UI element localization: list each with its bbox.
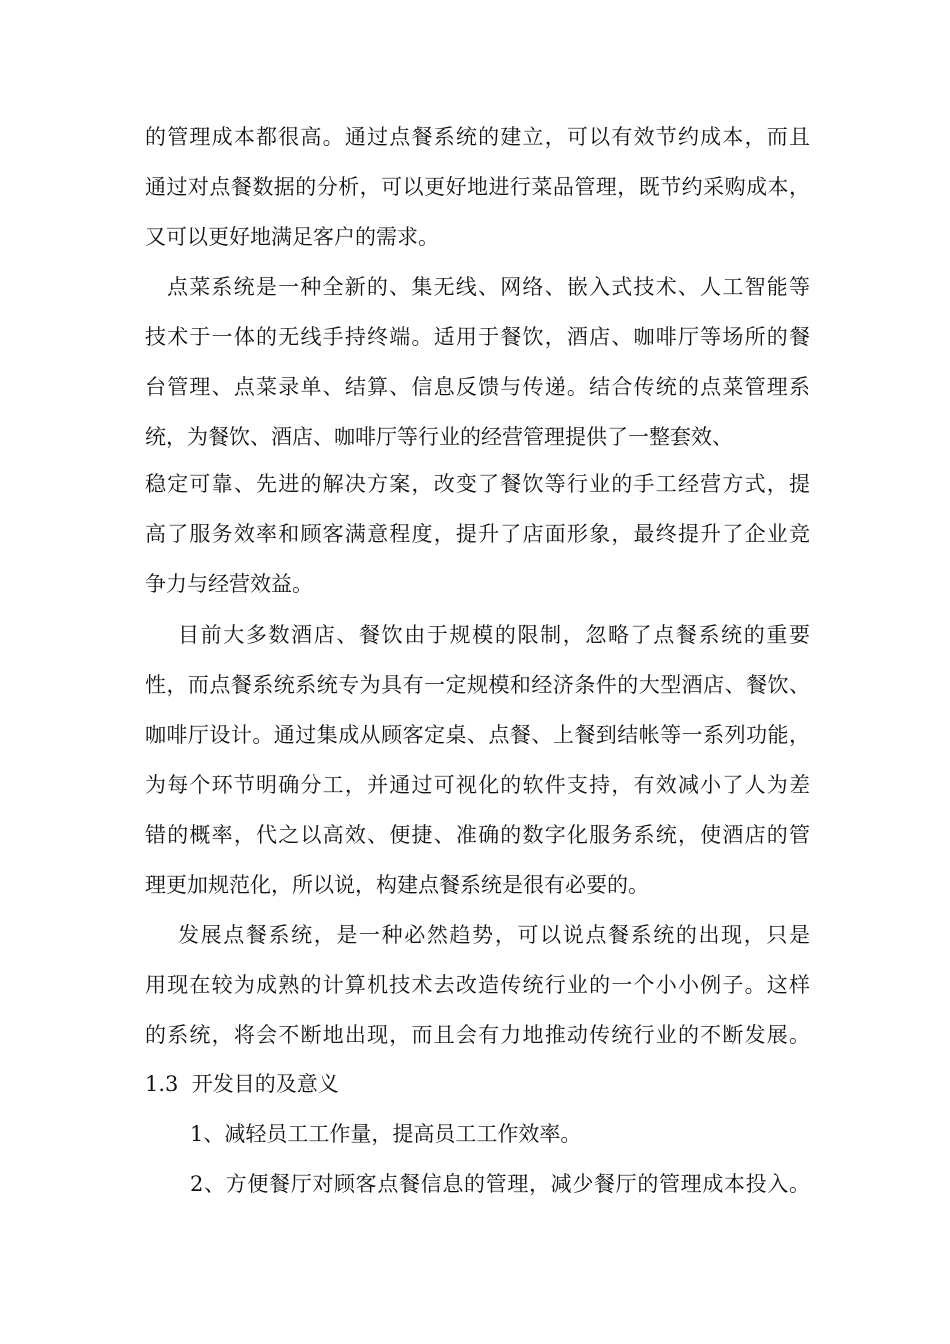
paragraph-3-line-1: 目前大多数酒店、餐饮由于规模的限制，忽略了点餐系统的重要	[178, 623, 810, 647]
paragraph-2-line-4: 统，为餐饮、酒店、咖啡厅等行业的经营管理提供了一整套效、	[145, 425, 733, 449]
paragraph-2-line-5: 稳定可靠、先进的解决方案，改变了餐饮等行业的手工经营方式，提	[145, 472, 810, 496]
paragraph-4-line-3: 的系统，将会不断地出现，而且会有力地推动传统行业的不断发展。	[145, 1023, 810, 1047]
paragraph-1-line-1: 的管理成本都很高。通过点餐系统的建立，可以有效节约成本，而且	[145, 125, 810, 149]
paragraph-2-line-2: 技术于一体的无线手持终端。适用于餐饮，酒店、咖啡厅等场所的餐	[145, 325, 810, 349]
paragraph-1-line-2: 通过对点餐数据的分析，可以更好地进行菜品管理，既节约采购成本，	[145, 175, 810, 199]
paragraph-2-line-7: 争力与经营效益。	[145, 572, 313, 596]
paragraph-4-line-2: 用现在较为成熟的计算机技术去改造传统行业的一个小小例子。这样	[145, 973, 810, 997]
paragraph-2-line-1: 点菜系统是一种全新的、集无线、网络、嵌入式技术、人工智能等	[167, 275, 810, 299]
section-heading: 1.3 开发目的及意义	[145, 1072, 339, 1096]
paragraph-2-line-3: 台管理、点菜录单、结算、信息反馈与传递。结合传统的点菜管理系	[145, 375, 810, 399]
paragraph-3-line-2: 性，而点餐系统系统专为具有一定规模和经济条件的大型酒店、餐饮、	[145, 673, 810, 697]
paragraph-2-line-6: 高了服务效率和顾客满意程度，提升了店面形象，最终提升了企业竞	[145, 522, 810, 546]
paragraph-3-line-5: 错的概率，代之以高效、便捷、准确的数字化服务系统，使酒店的管	[145, 823, 810, 847]
paragraph-4-line-1: 发展点餐系统，是一种必然趋势，可以说点餐系统的出现，只是	[178, 923, 810, 947]
list-item-2: 2、方便餐厅对顾客点餐信息的管理，减少餐厅的管理成本投入。	[190, 1172, 810, 1196]
paragraph-3-line-3: 咖啡厅设计。通过集成从顾客定桌、点餐、上餐到结帐等一系列功能，	[145, 723, 810, 747]
paragraph-1-line-3: 又可以更好地满足客户的需求。	[145, 225, 439, 249]
paragraph-3-line-6: 理更加规范化，所以说，构建点餐系统是很有必要的。	[145, 873, 649, 897]
paragraph-3-line-4: 为每个环节明确分工，并通过可视化的软件支持，有效减小了人为差	[145, 773, 810, 797]
list-item-1: 1、减轻员工工作量，提高员工工作效率。	[190, 1122, 582, 1146]
